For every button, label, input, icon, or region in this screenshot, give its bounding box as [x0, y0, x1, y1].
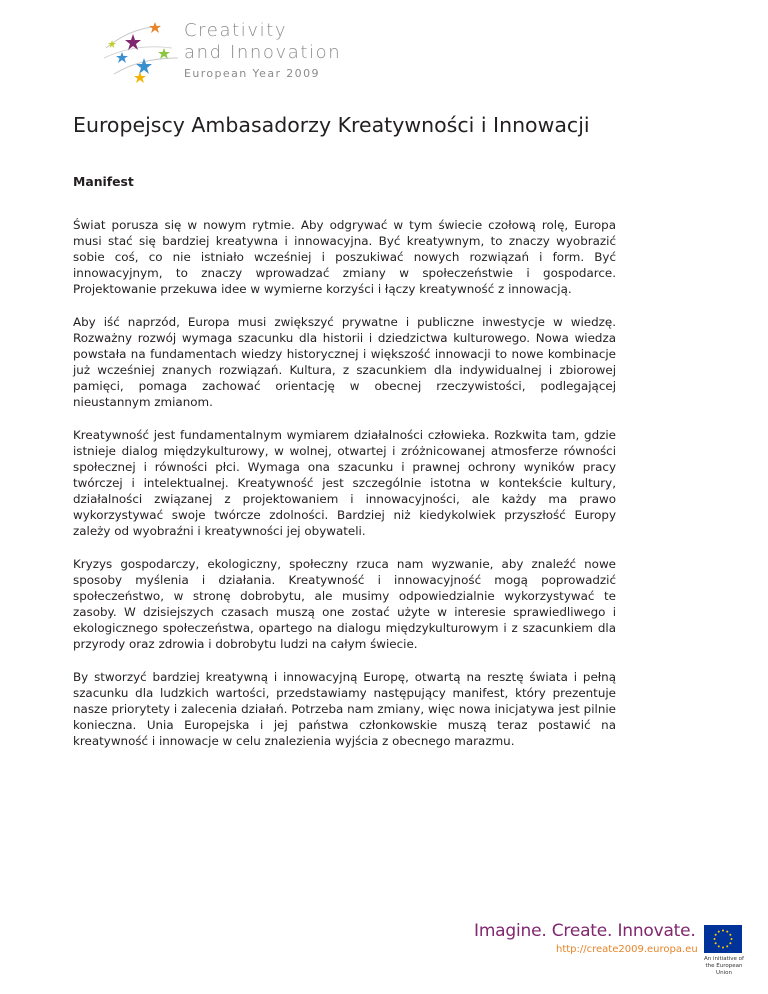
document-subtitle: Manifest	[73, 174, 134, 189]
stars-logo-icon	[100, 18, 182, 84]
eu-star	[726, 945, 728, 947]
paragraph-2: Aby iść naprzód, Europa musi zwiększyć prywatne i publiczne inwestycje w wiedzę. Rozważny rozwój wymaga szacunku dla historii i dziedzictwa kulturowego. Nowa wiedza powstała na fundamentach wiedzy historycznej i większość innowacji to nowe kombinacje już wcześniej znanych rozwiązań. Kultura, z szacunkiem dla indywidualnej i zbiorowej pamięci, pomaga zachować orientację w obecnej rzeczywistości, podlegającej nieustannym zmianom.	[73, 315, 616, 409]
eu-star	[722, 930, 724, 932]
eu-star	[729, 942, 731, 944]
eu-star	[726, 931, 728, 933]
document-body	[73, 217, 616, 766]
document-title: Europejscy Ambasadorzy Kreatywności i Innowacji	[73, 113, 590, 137]
eu-star	[731, 938, 733, 940]
paragraph-3: Kreatywność jest fundamentalnym wymiarem działalności człowieka. Rozkwita tam, gdzie istnieje dialog międzykulturowy, w wolnej, otwartej i zróżnicowanej atmosferze równości społecznej i równości płci. Wymaga ona szacunku i prawnej ochrony wyników pracy twórczej i intelektualnej. Kreatywność jest szczególnie istotna w kontekście kultury, działalności związanej z projektowaniem i innowacyjności, ale każdy ma prawo wykorzystywać swoje twórcze zdolności. Bardziej niż kiedykolwiek przyszłość Europy zależy od wyobraźni i kreatywności jej obywateli.	[73, 428, 616, 538]
eu-star	[718, 945, 720, 947]
footer-url-link[interactable]: http://create2009.europa.eu	[556, 944, 698, 955]
paragraph-4: Kryzys gospodarczy, ekologiczny, społeczny rzuca nam wyzwanie, aby znaleźć nowe sposoby myślenia i działania. Kreatywność i innowacyjność mogą poprowadzić społeczeństwo, w stronę dobrobytu, ale musimy odpowiedzialnie wykorzystywać te zasoby. W dzisiejszych czasach muszą one zostać użyte w interesie sprawiedliwego i ekologicznego społeczeństwa, opartego na dialogu międzykulturowym i z szacunkiem dla przyrody oraz zdrowia i dobrobytu ludzi na całym świecie.	[73, 557, 616, 651]
eu-star	[715, 942, 717, 944]
logo-line-creativity: Creativity	[184, 20, 288, 41]
eu-flag-icon	[704, 925, 742, 953]
logo-line-year: European Year 2009	[184, 67, 320, 80]
creativity-innovation-logo	[100, 18, 360, 88]
paragraph-1: Świat porusza się w nowym rytmie. Aby odgrywać w tym świecie czołową rolę, Europa musi stać się bardziej kreatywna i innowacyjna. Być kreatywnym, to znaczy wyobrazić sobie coś, co nie istniało wcześniej i poszukiwać nowych rozwiązań i form. Być innowacyjnym, to znaczy wprowadzać zmiany w społeczeństwie i gospodarce. Projektowanie przekuwa idee w wymierne korzyści i łączy kreatywność z innowacją.	[73, 218, 616, 296]
logo-line-innovation: and Innovation	[184, 42, 342, 63]
eu-star	[714, 938, 716, 940]
eu-star	[729, 934, 731, 936]
eu-star	[722, 947, 724, 949]
eu-star	[718, 931, 720, 933]
eu-star	[715, 934, 717, 936]
eu-initiative-caption: An initiative of the European Union	[704, 956, 744, 976]
paragraph-5: By stworzyć bardziej kreatywną i innowacyjną Europę, otwartą na resztę świata i pełną szacunku dla ludzkich wartości, przedstawiamy następujący manifest, który prezentuje nasze priorytety i zalecenia działań. Potrzeba nam zmiany, więc nowa inicjatywa jest pilnie konieczna. Unia Europejska i jej państwa członkowskie muszą teraz postawić na kreatywność i innowacje w celu znalezienia wyjścia z obecnego marazmu.	[73, 670, 616, 748]
footer-slogan: Imagine. Create. Innovate.	[474, 921, 696, 941]
logo-wordmark	[184, 20, 341, 82]
